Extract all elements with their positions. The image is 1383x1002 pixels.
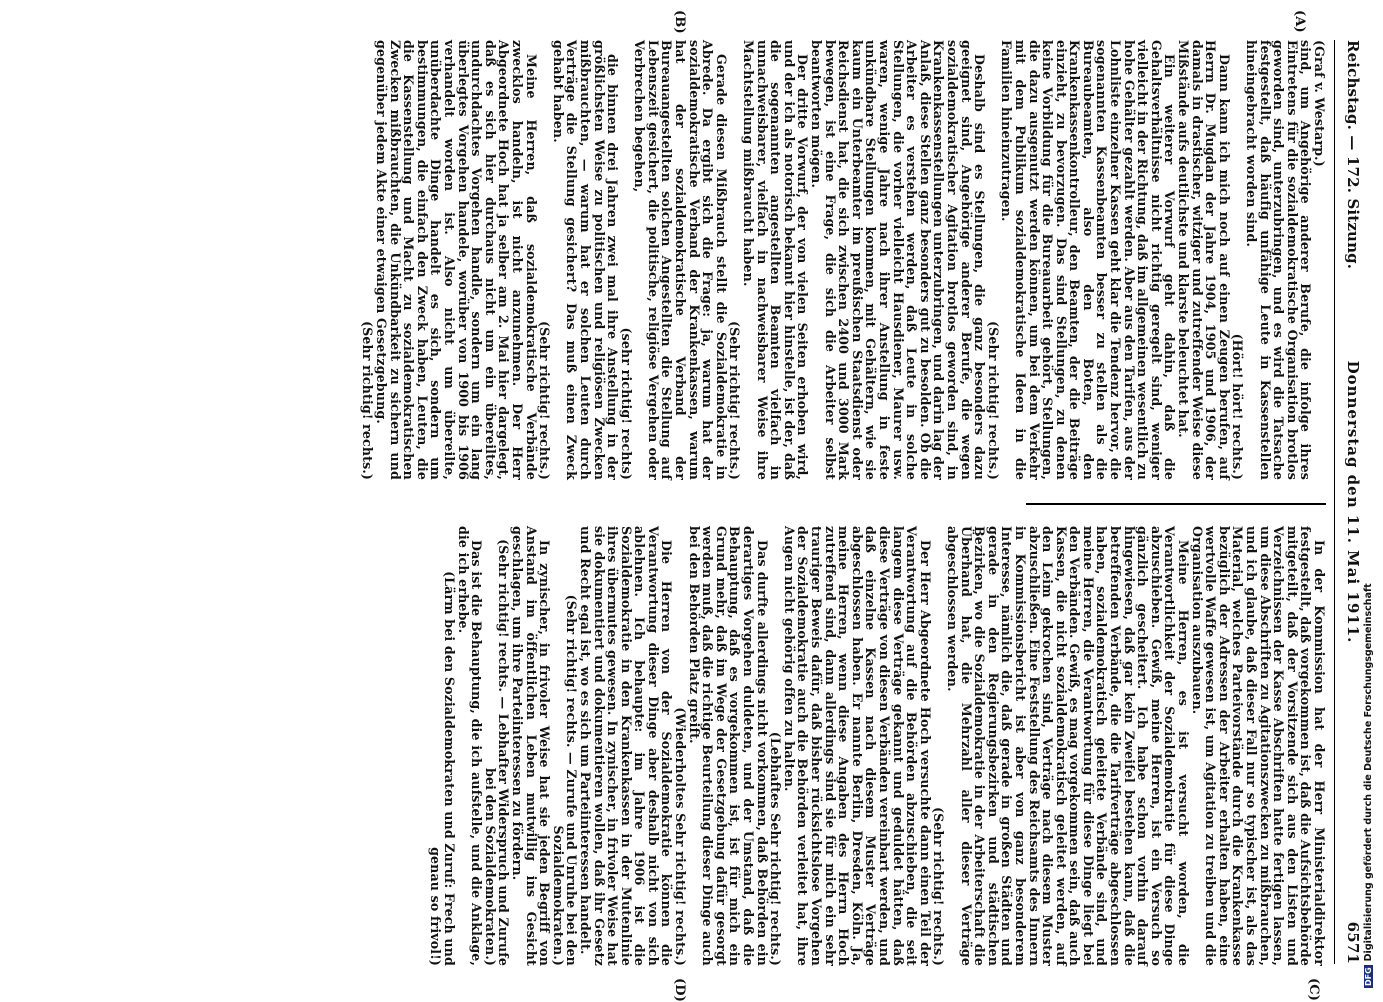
interjection: (Sehr richtig! rechts.) [931, 807, 947, 966]
interjection: (Lärm bei den Sozialdemokraten und Zuruf: Frech und genau so frivol!) [428, 571, 457, 966]
paragraph: die binnen drei Jahren zwei mal ihre Anstellung in der größlichsten Weise zu politischen und religiösen Zwecken mißbrauchten, — warum hat er solchen Leuten durch Verträge die Stellung gesichert? Das muß einen Zweck gehabt haben. [550, 40, 621, 480]
paragraph: Ein weiterer Vorwurf geht dahin, daß die Gehaltsverhältnisse nicht richtig geregelt sind, weniger vielleicht in der Richtung, daß im allgemeinen wesentlich zu hohe Gehälter gezahlt werden. Aber aus den Tarifen, aus der Lohnliste einzelner Kassen geht klar die Tendenz hervor, die sogenannten Kassenbeamten besser zu stellen als die Bureaubeamten, also den Boten, den Krankenkassenkontrolleur, den Beamten, der die Beiträge einzieht, zu bevorzugen. Das sind Stellungen, zu denen keine Vorbildung für die Bureauarbeit gehört, Stellungen, die dazu ausgenutzt werden können, um bei dem Verkehr mit dem Publikum sozialdemokratische Ideen in die Familien hineinzutragen. [999, 40, 1178, 480]
page-header [1334, 40, 1361, 964]
interjection: (Sehr richtig! rechts.) [727, 321, 743, 480]
interjection: (Wiederholtes Sehr richtig! rechts.) [673, 707, 689, 966]
margin-label-b: (B) [672, 10, 687, 34]
margin-label-d: (D) [672, 978, 687, 1002]
page-number: 6571 [1344, 921, 1362, 964]
digitization-footer [1363, 0, 1374, 988]
paragraph: sind, um Angehörige anderer Berufe, die infolge ihres Eintretens für die sozialdemokratische Organisation brotlos geworden sind, unterzubringen, und es wird die Tatsache festgestellt, daß häufig unfähige Leute in Kassenstellen hineingebracht worden sind. [1244, 40, 1314, 480]
footer-text: Digitalisierung gefördert durch die Deutsche Forschungsgemeinschaft [1363, 583, 1374, 962]
paragraph: Das durfte allerdings nicht vorkommen, daß Behörden ein derartiges Vorgehen duldeten, und der Umstand, daß die Behauptung, daß es vorgekommen ist, ist für mich ein Grund mehr, daß im Wege der Gesetzgebung dafür gesorgt werden muß, daß die richtige Beurteilung dieser Dinge auch bei den Behörden Platz greift. [686, 526, 770, 966]
paragraph: In der Kommission hat der Herr Ministerialdirektor festgestellt, daß vorgekommen ist, daß die Aufsichtsbehörde mitgeteilt, daß der Vorsitzende sich aus den Listen und Verzeichnissen der Kasse Abschriften hatte fertigen lassen, um diese Abschriften zu Agitationszwecken zu mißbrauchen, und ich glaube, daß dieser Fall nur so typischer ist, als das Material, welches Parteivorstände durch die Krankenkasse bezüglich der Adressen der Arbeiter erhalten haben, eine wertvolle Waffe gewesen ist, um Agitation zu treiben und die Organisation auszubauen. [1189, 526, 1327, 966]
interjection: (sehr richtig! rechts) [618, 327, 634, 480]
paragraph: Gerade diesen Mißbrauch stellt die Sozialdemokratie in Abrede. Da ergibt sich die Frage: ja, warum hat der sozialdemokratische Verband der Krankenkassen, warum hat der sozialdemokratische Verband der Bureauangestellten solchen Angestellten die Stellung auf Lebenszeit gesichert, die politische, religiöse Vergehen oder Verbrechen begehen, [632, 40, 729, 480]
column-rule [1026, 503, 1326, 505]
header-left: Reichstag. — 172. Sitzung. [1344, 40, 1362, 270]
paragraph: Der dritte Vorwurf, der von vielen Seiten erhoben wird, und der ich als notorisch bekannt hier hinstelle, ist der, daß die sogenannten angestellten Beamten vielfach in unnachweisbarer, vielfach in nachweisbarer Weise ihre Machtstellung mißbraucht haben. [741, 40, 811, 480]
interjection: (Lebhaftes Sehr richtig! rechts.) [768, 731, 784, 966]
paragraph: Das ist die Behauptung, die ich aufstelle, und die Anklage, die ich erhebe. [455, 526, 485, 966]
interjection: (Sehr richtig! rechts.) [537, 321, 553, 480]
paragraph: Der Herr Abgeordnete Hoch versuchte dann einen Teil der Verantwortung auf die Behörden abzuschieben, die seit langem diese Verträge gekannt und geduldet hätten, daß diese Verträge von diesen Verbänden vereinbart werden, und daß einzelne Kassen nach diesem Muster Verträge abgeschlossen haben. Er nannte Berlin, Dresden, Köln. Ja, meine Herren, wenn diese Angaben des Herrn Hoch zutreffend sind, dann allerdings sind sie für mich ein sehr trauriger Beweis dafür, daß bisher rücksichtslose Vorgehen der Sozialdemokratie auch die Behörden verleitet hat, ihre Augen nicht gehörig offen zu halten. [781, 526, 933, 966]
interjection: (Sehr richtig! rechts.) [360, 321, 376, 480]
margin-label-a: (A) [1292, 10, 1307, 33]
margin-label-c: (C) [1306, 978, 1321, 1002]
interjection: (Sehr richtig! rechts.) [985, 321, 1001, 480]
interjection: (Sehr richtig! rechts. — Zurufe und Unruhe bei den Sozialdemokraten.) [550, 594, 580, 966]
paragraph: (Graf v. Westarp.) [1312, 40, 1327, 167]
left-column [361, 40, 1326, 480]
text-columns [46, 10, 1327, 1002]
right-column [429, 526, 1326, 966]
dfg-logo: DFG [1364, 967, 1373, 986]
paragraph: Die Herren von der Sozialdemokratie können die Verantwortung dieser Dinge aber deshalb nicht von sich ablehnen. Ich behaupte: im Jahre 1906 ist die Sozialdemokratie in den Krankenkassen in der Mutenlinie ihres übermutes gewesen. In zynischer, in frivoler Weise hat sie dokumentiert und dokumentieren wollen, daß ihr Gesetz und Recht egal ist, wo es sich um Parteiinteressen handelt. [577, 526, 675, 966]
paragraph: Dann kann ich mich noch auf einen Zeugen berufen, auf Herrn Dr. Mugdan der Jahre 1904, 1905 und 1906, der damals in drastischer, witziger und zutreffender Weise diese Mißstände aufs deutlichste und klarste beleuchtet hat. [1176, 40, 1232, 480]
header-date: Donnerstag den 11. Mai 1911. [1344, 360, 1362, 644]
interjection: (Sehr richtig! rechts. — Lebhafter Widerspruch und Zurufe bei den Sozialdemokraten.) [482, 539, 512, 966]
interjection: (Hört! hört! rechts.) [1230, 333, 1246, 480]
paragraph: Deshalb sind es Stellungen, die ganz besonders dazu geeignet sind, Angehörige anderer Berufe, die wegen sozialdemokratischer Agitation brotlos geworden sind, in Krankenkassenstellungen unterzubringen, und darin lag der Anlaß, diese Stellen ganz besonders gut zu besolden. Ob die Arbeiter es verstehen werden, daß Leute in solche Stellungen, die vorher vielleicht Hausdiener, Maurer usw. waren, wenige Jahre nach ihrer Anstellung in feste unkündbare Stellungen kommen, mit Gehältern, wie sie kaum ein Unterbeamter im preußischen Staatsdienst oder Reichsdienst hat, die sich zwischen 2400 und 3000 Mark bewegen, ist eine Frage, die sich die Arbeiter selbst beantworten mögen. [809, 40, 988, 480]
paragraph: In zynischer, in frivoler Weise hat sie jeden Begriff von Anstand im öffentlichen Leben mutwillig ins Gesicht geschlagen, um ihre Parteiinteressen zu fördern. [509, 526, 553, 966]
paragraph: Meine Herren, es ist versucht worden, die Verantwortlichkeit der Sozialdemokratie für diese Dinge abzuschieben. Gewiß, meine Herren, ist ein Versuch so gänzlich gescheitert. Ich habe schon vorhin darauf hingewiesen, daß gar kein Zweifel bestehen kann, daß die betreffenden Verbände, die die Tarifverträge abgeschlossen haben, sozialdemokratisch geleitete Verbände sind, und meine Herren, die Verantwortung für diese Dinge liegt bei den Verbänden. Gewiß, es mag vorgekommen sein, daß auch Kassen, die nicht sozialdemokratisch geleitet werden, auf den Leim gekrochen sind, Verträge nach diesem Muster abzuschließen. Eine Feststellung des Reichsamts des Innern in Kommissionsbericht ist aber von ganz besonderem Interesse, nämlich die, daß gerade in großen Städten und gerade in den Regierungsbezirken und städtischen Bezirken, wo die Sozialdemokratie in der Arbeiterschaft die Überhand hat, die Mehrzahl aller dieser Verträge abgeschlossen werden. [944, 526, 1192, 966]
paragraph: Meine Herren, daß sozialdemokratische Verbände zwecklos handeln, ist nicht anzunehmen. Der Herr Abgeordnete Hoch hat ja selber am 2. Mai hier dargelegt, daß es sich hier durchaus nicht um ein übereiltes, undurchdachtes Vorgehen handle, sondern um ein lang überlegtes Vorgehen handele, worüber von 1900 bis 1906 verhandelt worden ist. Also nicht um übereilte, unüberdachte Dinge handelt es sich, sondern um bestimmungen, die einfach den Zweck haben, Leuten, die die Kassenstellung und Macht zu sozialdemokratischen Zwecken mißbrauchten, die Unkündbarkeit zu sichern und gegenüber jedem Akte einer etwaigen Gesetzgebung. [374, 40, 539, 480]
